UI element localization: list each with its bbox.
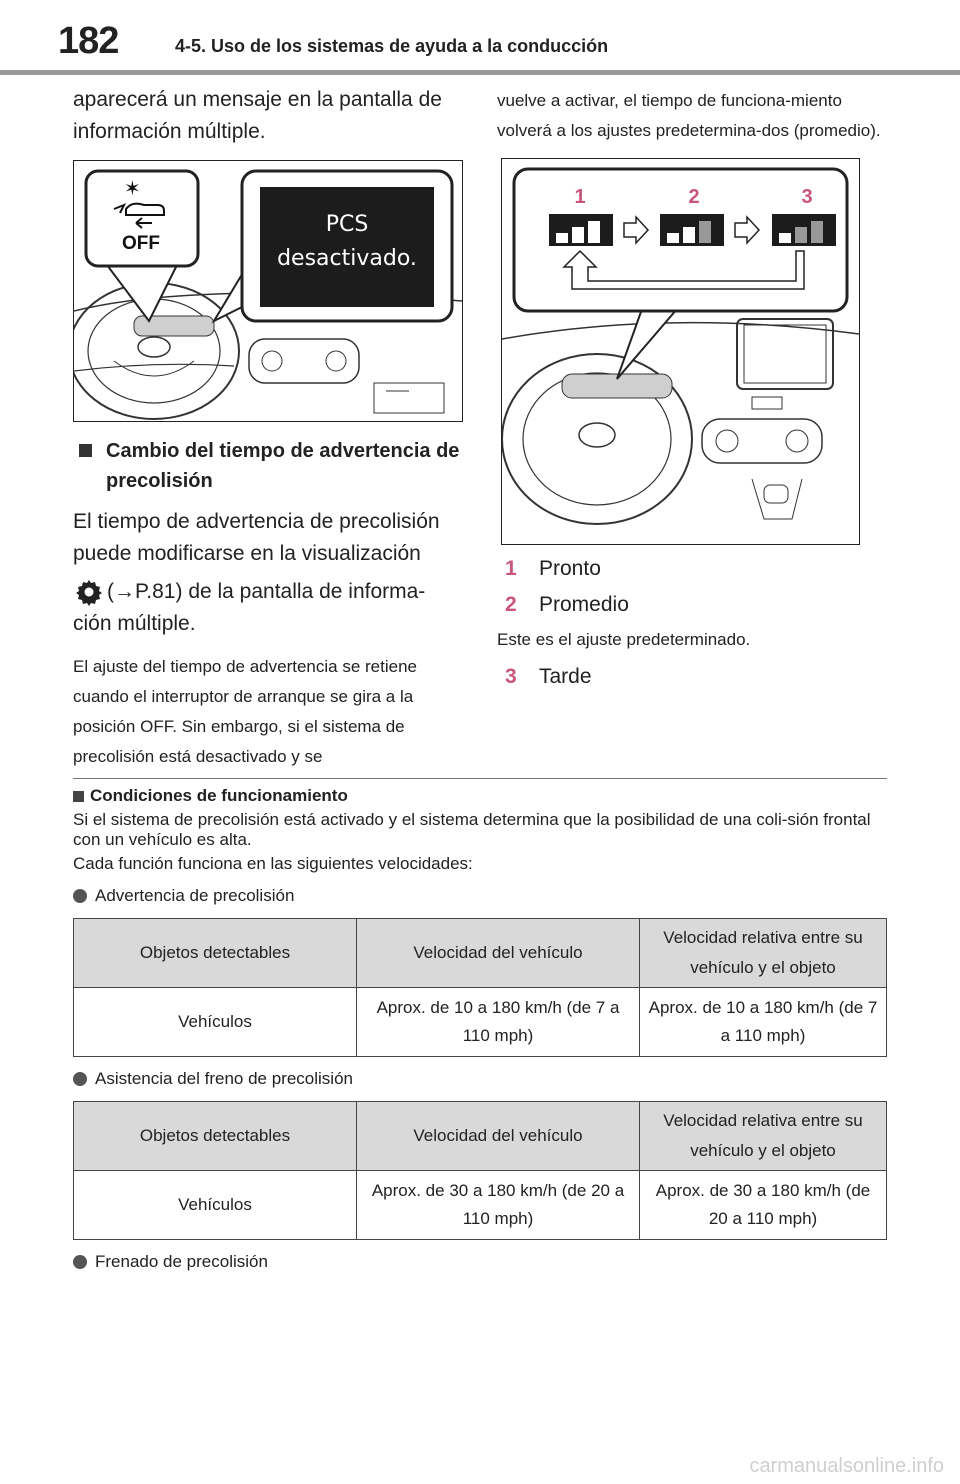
table-header: Objetos detectables — [74, 919, 357, 988]
timing-setting-illustration — [501, 158, 860, 545]
timing-label-3: 3 — [801, 186, 813, 208]
table-cell: Aprox. de 30 a 180 km/h (de 20 a 110 mph) — [640, 1171, 887, 1240]
intro-text: aparecerá un mensaje en la pantalla de información múltiple. — [73, 88, 442, 143]
timing-label-1: 1 — [574, 186, 586, 208]
page-number: 182 — [58, 20, 119, 62]
list-item — [497, 661, 887, 693]
bullet-text: Asistencia del freno de precolisión — [95, 1069, 353, 1088]
bullet-item — [73, 1252, 887, 1272]
right-column — [497, 84, 887, 697]
timing-bars-average — [660, 214, 724, 246]
table-header: Objetos detectables — [74, 1102, 357, 1171]
section-title: 4-5. Uso de los sistemas de ayuda a la conducción — [175, 36, 609, 56]
timing-drawing — [502, 159, 859, 544]
section-divider — [73, 778, 887, 779]
continued-text: vuelve a activar, el tiempo de funciona-miento volverá a los ajustes predetermina-dos (promedio). — [497, 91, 881, 140]
item-text: Pronto — [539, 557, 601, 580]
table-cell: Aprox. de 30 a 180 km/h (de 20 a 110 mph) — [357, 1171, 640, 1240]
brake-assist-speed-table — [73, 1101, 887, 1240]
item-number: 3 — [505, 665, 517, 688]
retention-note: El ajuste del tiempo de advertencia se retiene cuando el interruptor de arranque se gira a la posición OFF. Sin embargo, si el sistema de precolisión está desactivado y se — [73, 657, 417, 767]
item-number: 1 — [505, 557, 517, 580]
warning-speed-table — [73, 918, 887, 1057]
bullet-dot-icon — [73, 1255, 87, 1269]
gear-icon — [73, 576, 105, 608]
warning-time-para-a: El tiempo de advertencia de precolisión puede modificarse en la visualización — [73, 510, 440, 565]
speeds-intro: Cada función funciona en las siguientes velocidades: — [73, 854, 473, 873]
left-column — [73, 84, 463, 772]
table-cell: Vehículos — [74, 1171, 357, 1240]
bullet-text: Frenado de precolisión — [95, 1252, 268, 1271]
svg-text:✶: ✶ — [124, 176, 141, 200]
operating-conditions — [73, 786, 887, 1284]
bullet-dot-icon — [73, 889, 87, 903]
pcs-off-illustration — [73, 160, 463, 422]
warning-time-para-b: (→P.81) de la pantalla de informa-ción múltiple. — [73, 580, 426, 636]
table-header: Velocidad relativa entre su vehículo y el objeto — [640, 1102, 887, 1171]
bullet-dot-icon — [73, 1072, 87, 1086]
table-cell: Aprox. de 10 a 180 km/h (de 7 a 110 mph) — [640, 988, 887, 1057]
table-cell: Aprox. de 10 a 180 km/h (de 7 a 110 mph) — [357, 988, 640, 1057]
list-item — [497, 553, 887, 585]
icon-off-label: OFF — [122, 233, 160, 254]
table-row — [74, 1171, 887, 1240]
bullet-item — [73, 886, 887, 906]
table-header: Velocidad del vehículo — [357, 919, 640, 988]
screen-line1: PCS — [325, 212, 369, 237]
item-text: Promedio — [539, 593, 629, 616]
header-rule — [0, 70, 960, 75]
timing-label-2: 2 — [688, 186, 700, 208]
table-header: Velocidad relativa entre su vehículo y el objeto — [640, 919, 887, 988]
table-header-row — [74, 1102, 887, 1171]
page-header — [0, 0, 960, 80]
table-cell: Vehículos — [74, 988, 357, 1057]
notes-heading-text: Condiciones de funcionamiento — [90, 786, 348, 805]
table-header-row — [74, 919, 887, 988]
heading-square-icon — [73, 791, 84, 802]
dashboard-drawing — [74, 161, 462, 421]
table-header: Velocidad del vehículo — [357, 1102, 640, 1171]
default-setting-note: Este es el ajuste predeterminado. — [497, 630, 751, 649]
heading-text: Cambio del tiempo de advertencia de precolisión — [106, 440, 460, 492]
item-number: 2 — [505, 593, 517, 616]
timing-bars-early — [549, 214, 613, 246]
bullet-text: Advertencia de precolisión — [95, 886, 295, 905]
heading-square-icon — [79, 444, 92, 457]
warning-time-para-b-wrap — [73, 576, 463, 640]
notes-heading — [73, 786, 887, 806]
watermark: carmanualsonline.info — [749, 1455, 944, 1477]
conditions-text: Si el sistema de precolisión está activado y el sistema determina que la posibilidad de una coli-sión frontal con un vehículo es alta. — [73, 810, 871, 849]
item-text: Tarde — [539, 665, 592, 688]
bullet-item — [73, 1069, 887, 1089]
table-row — [74, 988, 887, 1057]
timing-bars-late — [772, 214, 836, 246]
screen-line2: desactivado. — [277, 246, 417, 271]
list-item — [497, 589, 887, 621]
section-heading — [73, 436, 463, 496]
